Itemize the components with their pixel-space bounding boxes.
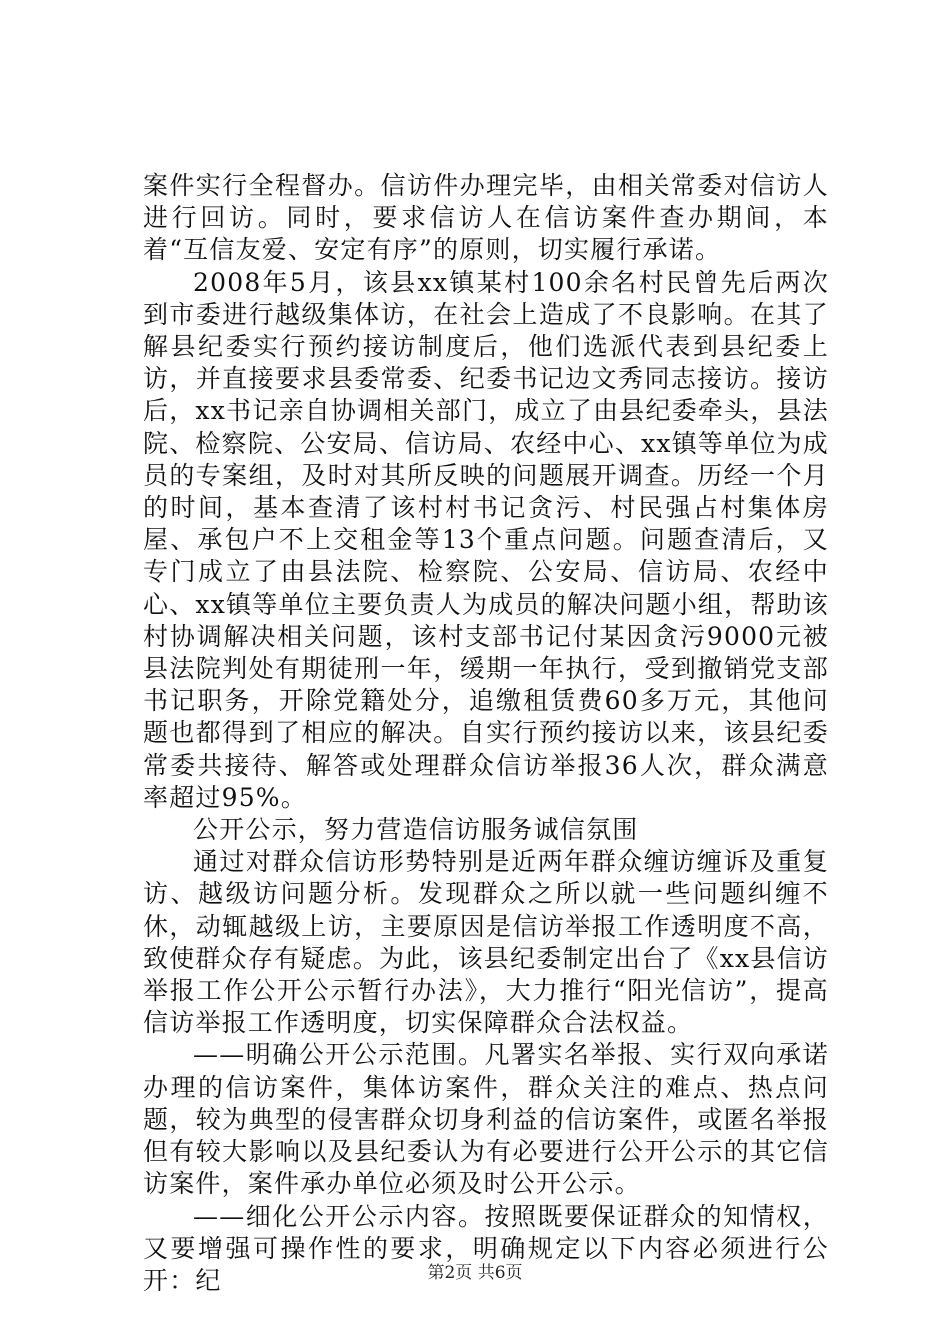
- document-body: [143, 170, 829, 1297]
- paragraph-case-2008: 2008年5月，该县xx镇某村100余名村民曾先后两次到市委进行越级集体访，在社会上造成了不良影响。在其了解县纪委实行预约接访制度后，他们选派代表到县纪委上访，并直接要求县委常委、纪委书记边文秀同志接访。接访后，xx书记亲自协调相关部门，成立了由县纪委牵头，县法院、检察院、公安局、信访局、农经中心、xx镇等单位为成员的专案组，及时对其所反映的问题展开调查。历经一个月的时间，基本查清了该村村书记贪污、村民强占村集体房屋、承包户不上交租金等13个重点问题。问题查清后，又专门成立了由县法院、检察院、公安局、信访局、农经中心、xx镇等单位主要负责人为成员的解决问题小组，帮助该村协调解决相关问题，该村支部书记付某因贪污9000元被县法院判处有期徒刑一年，缓期一年执行，受到撤销党支部书记职务，开除党籍处分，追缴租赁费60多万元，其他问题也都得到了相应的解决。自实行预约接访以来，该县纪委常委共接待、解答或处理群众信访举报36人次，群众满意率超过95%。: [143, 267, 829, 812]
- page-footer: 第2页 共6页: [427, 1263, 523, 1283]
- paragraph-analysis: 通过对群众信访形势特别是近两年群众缠访缠诉及重复访、越级访问题分析。发现群众之所以就一些问题纠缠不休，动辄越级上访，主要原因是信访举报工作透明度不高，致使群众存有疑虑。为此，该县纪委制定出台了《xx县信访举报工作公开公示暂行办法》，大力推行“阳光信访”，提高信访举报工作透明度，切实保障群众合法权益。: [143, 847, 829, 1038]
- section-heading-publicity: 公开公示，努力营造信访服务诚信氛围: [193, 815, 639, 845]
- paragraph-content: ——细化公开公示内容。按照既要保证群众的知情权，又要增强可操作性的要求，明确规定以下内容必须进行公开：纪: [143, 1201, 829, 1295]
- paragraph-scope: ——明确公开公示范围。凡署实名举报、实行双向承诺办理的信访案件，集体访案件，群众关注的难点、热点问题，较为典型的侵害群众切身利益的信访案件，或匿名举报但有较大影响以及县纪委认为有必要进行公开公示的其它信访案件，案件承办单位必须及时公开公示。: [143, 1040, 829, 1199]
- paragraph-continuation: 案件实行全程督办。信访件办理完毕，由相关常委对信访人进行回访。同时，要求信访人在信访案件查办期间，本着“互信友爱、安定有序”的原则，切实履行承诺。: [143, 171, 829, 265]
